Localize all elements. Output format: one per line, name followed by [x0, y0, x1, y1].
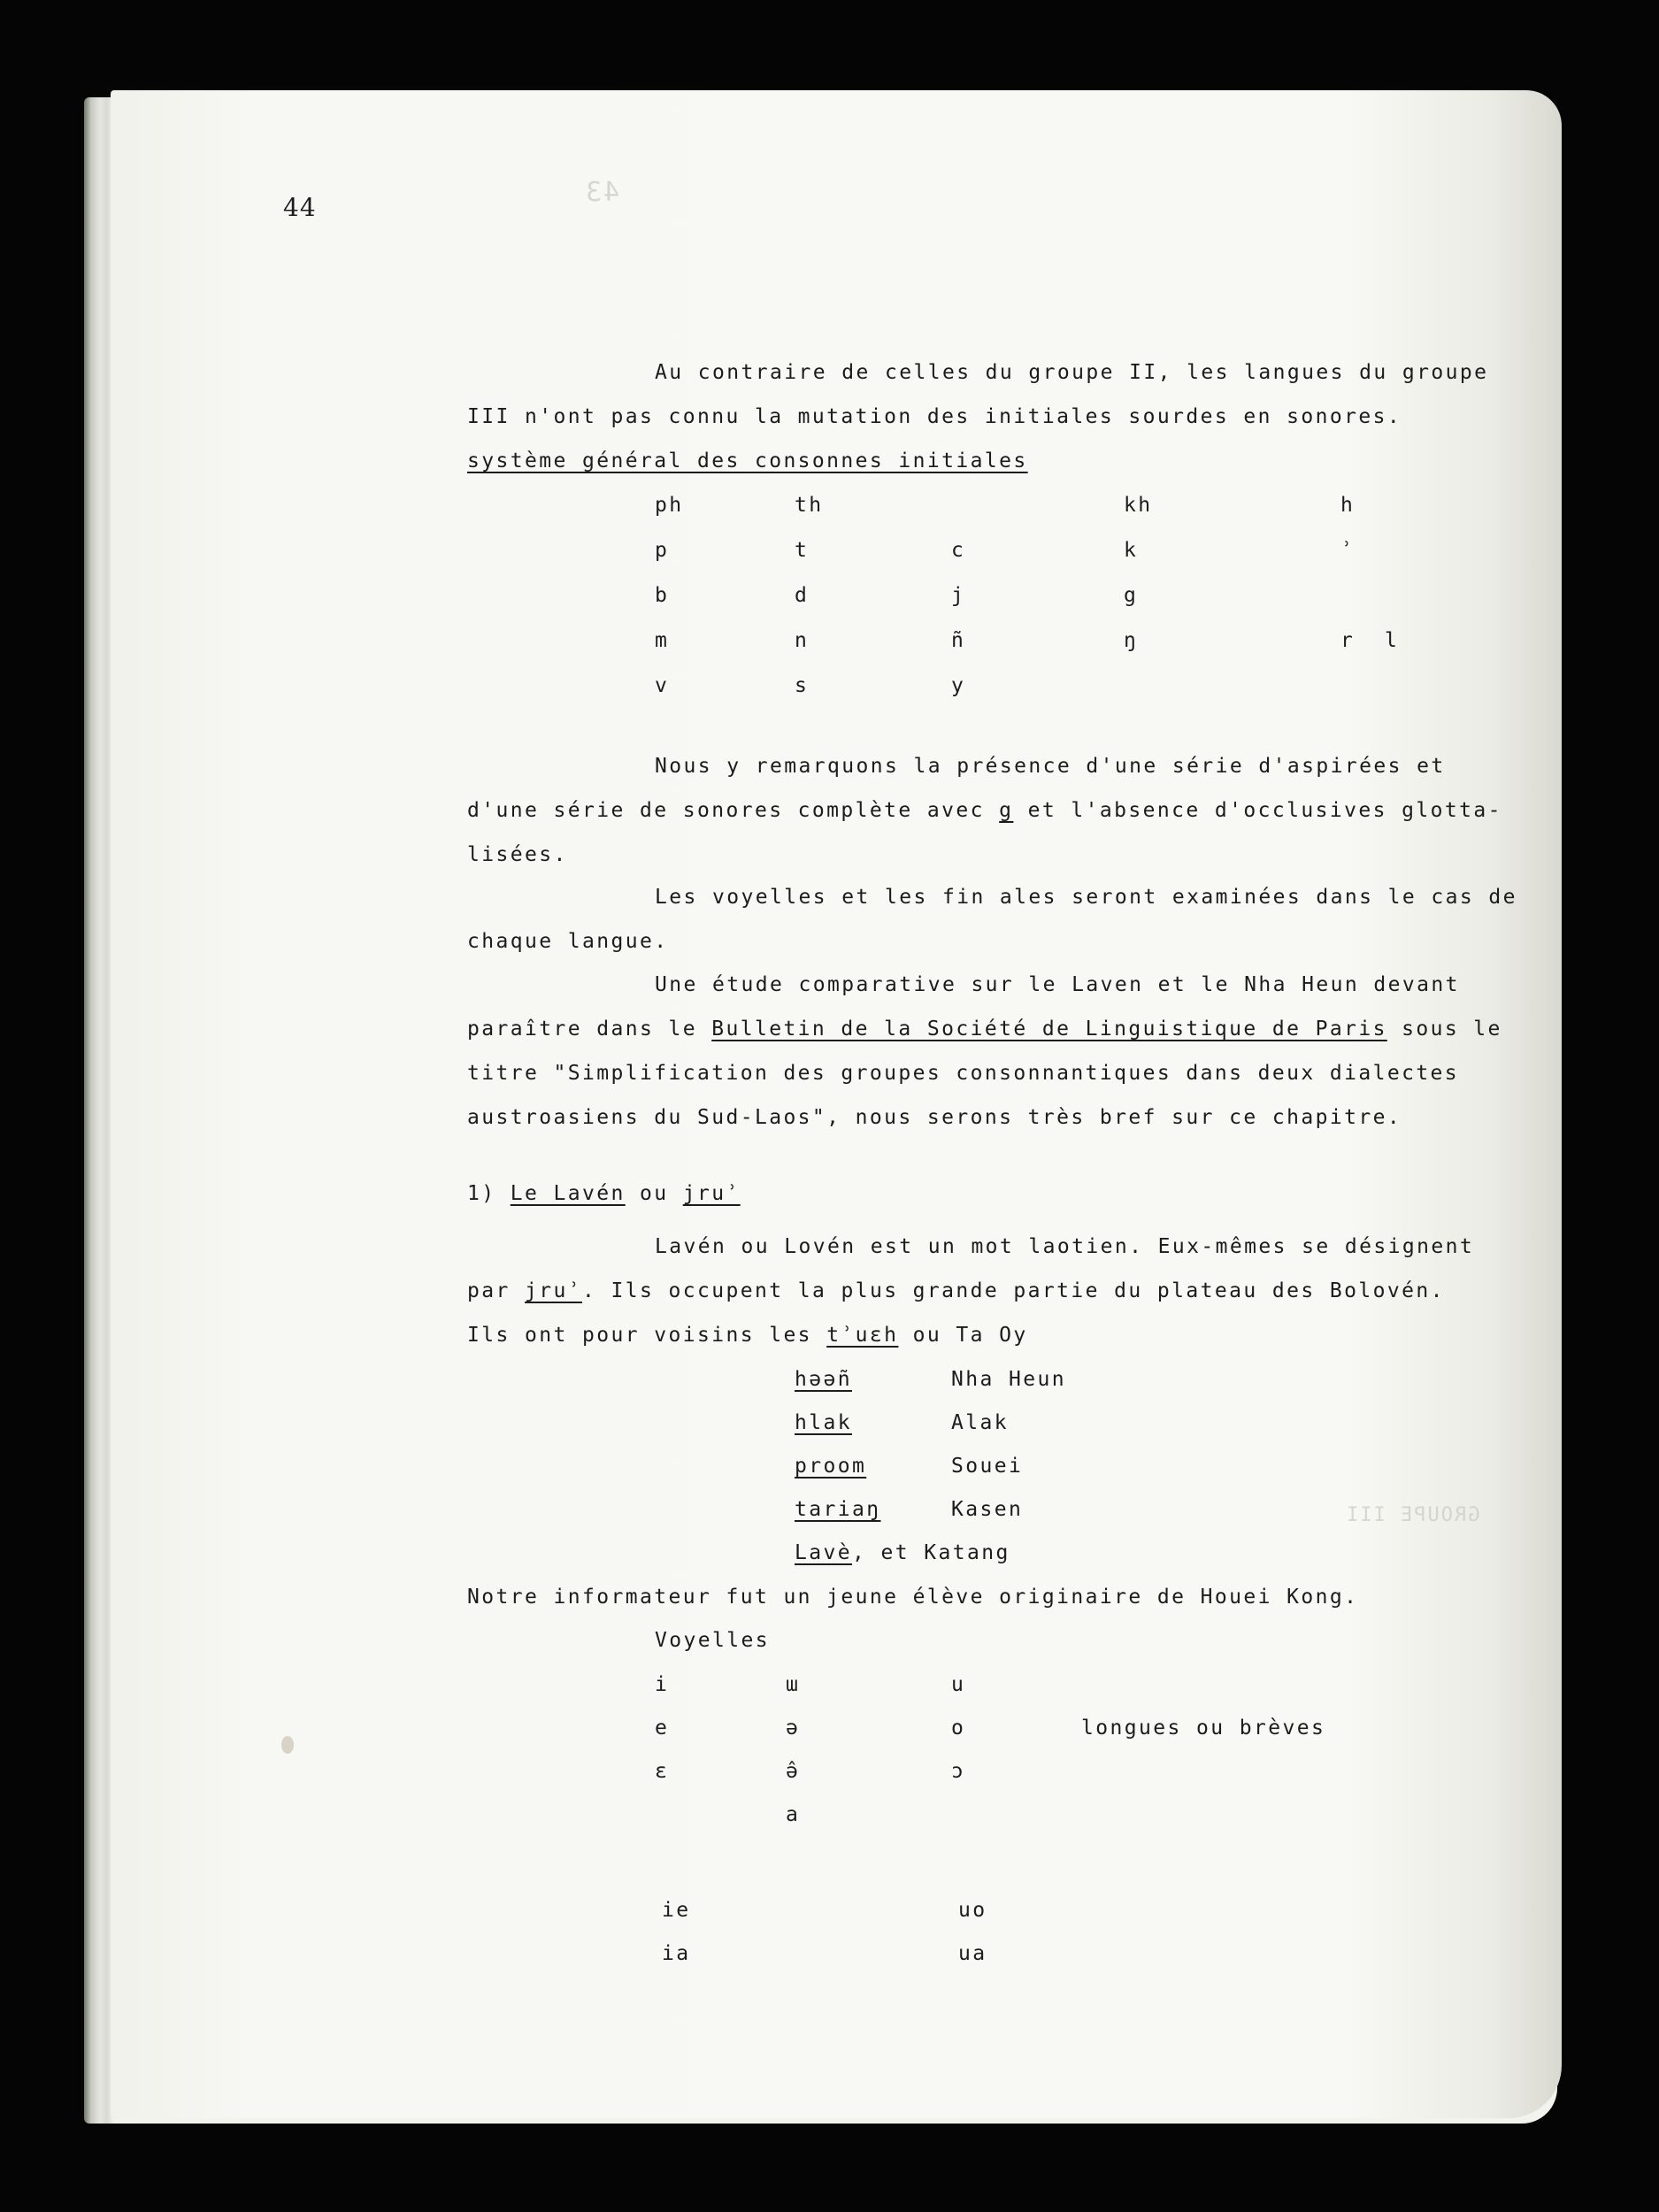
- para4-line4: austroasiens du Sud-Laos", nous serons très bref sur ce chapitre.: [467, 1106, 1402, 1129]
- consonant-y: y: [951, 674, 966, 697]
- informant-line: Notre informateur fut un jeune élève originaire de Houei Kong.: [467, 1586, 1359, 1609]
- page-number: 44: [283, 193, 317, 222]
- para2-line2: d'une série de sonores complète avec g et l'absence d'occlusives glotta-: [467, 799, 1502, 822]
- consonant-m: m: [655, 629, 670, 652]
- consonants-heading: système général des consonnes initiales: [467, 449, 1028, 472]
- consonant-k: k: [1124, 539, 1139, 562]
- vowel-open-e: ɛ: [655, 1760, 670, 1783]
- neighbor-name-2: Alak: [951, 1411, 1009, 1434]
- consonant-g: g: [1124, 584, 1139, 607]
- bulletin-title: Bulletin de la Société de Linguistique de Paris: [711, 1018, 1387, 1041]
- consonant-ph: ph: [655, 494, 684, 517]
- consonant-v: v: [655, 674, 670, 697]
- section-heading-laven: 1) Le Lavén ou jruʾ: [467, 1182, 741, 1205]
- consonant-b: b: [655, 584, 670, 607]
- para3-line2: chaque langue.: [467, 930, 669, 953]
- vowel-e: e: [655, 1717, 670, 1740]
- diphthong-ie: ie: [662, 1899, 691, 1922]
- vowels-heading: Voyelles: [655, 1629, 770, 1652]
- para5-line3: Ils ont pour voisins les tʾuɛh ou Ta Oy: [467, 1324, 1028, 1347]
- neighbor-name-3: Souei: [951, 1455, 1024, 1478]
- neighbor-native-5: Lavè: [795, 1541, 852, 1564]
- neighbor-native-2: hlak: [795, 1411, 852, 1434]
- consonant-eng: ŋ: [1124, 629, 1139, 652]
- consonant-h: h: [1340, 494, 1356, 517]
- vowel-length-note: longues ou brèves: [1081, 1717, 1326, 1740]
- consonant-s: s: [795, 674, 810, 697]
- para4-line3: titre "Simplification des groupes consonnantiques dans deux dialectes: [467, 1062, 1460, 1085]
- para5-line2: par jruʾ. Ils occupent la plus grande partie du plateau des Bolovén.: [467, 1279, 1445, 1302]
- para2-line3: lisées.: [467, 843, 568, 866]
- para4-line1: Une étude comparative sur le Laven et le Nha Heun devant: [655, 973, 1460, 996]
- consonant-j: j: [951, 584, 966, 607]
- consonant-glottal: ʾ: [1340, 539, 1356, 562]
- vowel-unrounded-u: ɯ: [786, 1673, 801, 1696]
- vowel-u: u: [951, 1673, 966, 1696]
- diphthong-ua: ua: [958, 1942, 987, 1965]
- vowel-o: o: [951, 1717, 966, 1740]
- vowel-schwa-circumflex: ə̂: [786, 1760, 801, 1783]
- bleed-through-page-number: 43: [584, 177, 620, 208]
- para5-line1: Lavén ou Lovén est un mot laotien. Eux-mêmes se désignent: [655, 1235, 1475, 1258]
- consonant-r: r: [1340, 629, 1356, 652]
- neighbor-native-4: tariaŋ: [795, 1498, 881, 1521]
- para3-line1: Les voyelles et les fin ales seront examinées dans le cas de: [655, 886, 1517, 909]
- consonant-kh: kh: [1124, 494, 1153, 517]
- diphthong-ia: ia: [662, 1942, 691, 1965]
- consonant-l: l: [1385, 629, 1400, 652]
- consonant-c: c: [951, 539, 966, 562]
- vowel-open-o: ɔ: [951, 1760, 966, 1783]
- para4-line2: paraître dans le Bulletin de la Société de Linguistique de Paris sous le: [467, 1018, 1502, 1041]
- vowel-schwa: ə: [786, 1717, 801, 1740]
- neighbor-name-4: Kasen: [951, 1498, 1024, 1521]
- consonant-t: t: [795, 539, 810, 562]
- consonant-th: th: [795, 494, 824, 517]
- consonant-n: n: [795, 629, 810, 652]
- bleed-through-heading: GROUPE III: [1345, 1504, 1480, 1526]
- document-page: [111, 90, 1562, 2118]
- neighbor-native-1: həəñ: [795, 1368, 852, 1391]
- para2-line1: Nous y remarquons la présence d'une série d'aspirées et: [655, 755, 1446, 778]
- para1-line2: III n'ont pas connu la mutation des initiales sourdes en sonores.: [467, 405, 1402, 428]
- vowel-a: a: [786, 1803, 801, 1826]
- para2-g-underlined: g: [999, 799, 1014, 822]
- para1-line1: Au contraire de celles du groupe II, les langues du groupe: [655, 361, 1489, 384]
- consonant-p: p: [655, 539, 670, 562]
- neighbor-name-5: , et Katang: [852, 1541, 1010, 1564]
- neighbor-name-1: Nha Heun: [951, 1368, 1066, 1391]
- consonant-d: d: [795, 584, 810, 607]
- paper-stain: [281, 1736, 294, 1754]
- diphthong-uo: uo: [958, 1899, 987, 1922]
- neighbor-row-5: [795, 1543, 1010, 1563]
- neighbor-native-3: proom: [795, 1455, 867, 1478]
- consonant-n-tilde: ñ: [951, 629, 966, 652]
- vowel-i: i: [655, 1673, 670, 1696]
